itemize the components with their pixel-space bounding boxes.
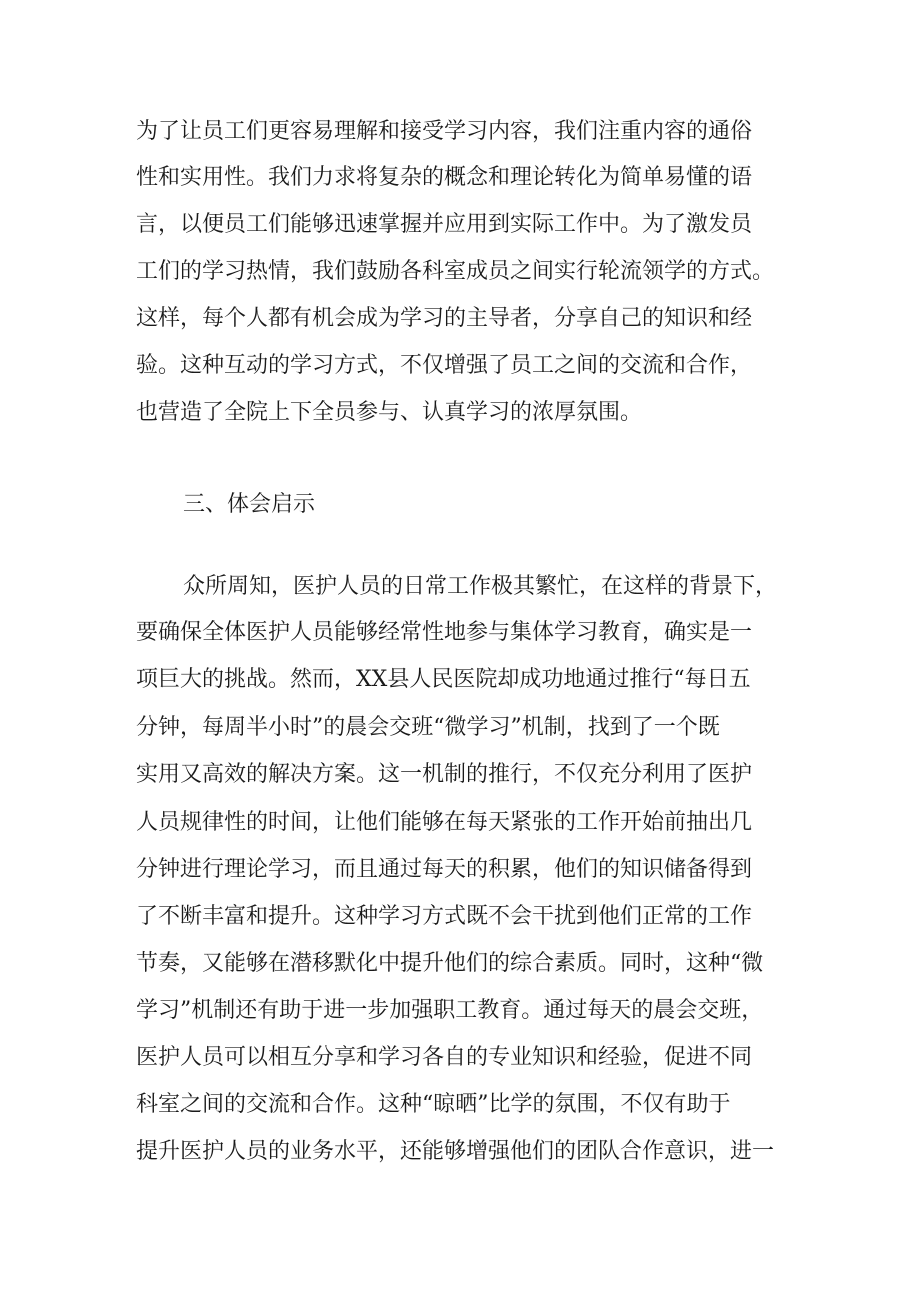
paragraph-line: 项巨大的挑战。然而，XX县人民医院却成功地通过推行“每日五 xyxy=(136,667,751,692)
paragraph-line: 科室之间的交流和合作。这种“晾晒”比学的氛围，不仅有助于 xyxy=(136,1092,731,1117)
paragraph-line: 节奏，又能够在潜移默化中提升他们的综合素质。同时，这种“微 xyxy=(136,951,764,976)
section-heading: 三、体会启示 xyxy=(183,492,316,517)
paragraph-line: 验。这种互动的学习方式，不仅增强了员工之间的交流和合作， xyxy=(136,353,753,378)
paragraph-line: 人员规律性的时间，让他们能够在每天紧张的工作开始前抽出几 xyxy=(136,810,753,835)
paragraph-line: 性和实用性。我们力求将复杂的概念和理论转化为简单易懂的语 xyxy=(136,165,753,190)
paragraph-line: 实用又高效的解决方案。这一机制的推行，不仅充分利用了医护 xyxy=(136,762,753,787)
paragraph-line: 言，以便员工们能够迅速掌握并应用到实际工作中。为了激发员 xyxy=(136,212,753,237)
paragraph-line: 为了让员工们更容易理解和接受学习内容，我们注重内容的通俗 xyxy=(136,119,753,144)
paragraph-line: 分钟进行理论学习，而且通过每天的积累，他们的知识储备得到 xyxy=(136,857,753,882)
paragraph-line: 学习”机制还有助于进一步加强职工教育。通过每天的晨会交班， xyxy=(136,998,764,1023)
paragraph-line: 也营造了全院上下全员参与、认真学习的浓厚氛围。 xyxy=(136,400,643,425)
paragraph-line: 医护人员可以相互分享和学习各自的专业知识和经验，促进不同 xyxy=(136,1045,753,1070)
paragraph-line: 这样，每个人都有机会成为学习的主导者，分享自己的知识和经 xyxy=(136,306,753,331)
paragraph-line: 工们的学习热情，我们鼓励各科室成员之间实行轮流领学的方式。 xyxy=(136,259,775,284)
paragraph-line: 提升医护人员的业务水平，还能够增强他们的团队合作意识，进一 xyxy=(136,1139,775,1164)
paragraph-line: 要确保全体医护人员能够经常性地参与集体学习教育，确实是一 xyxy=(136,620,753,645)
paragraph-line: 分钟，每周半小时”的晨会交班“微学习”机制，找到了一个既 xyxy=(136,715,720,740)
paragraph-line: 众所周知，医护人员的日常工作极其繁忙，在这样的背景下， xyxy=(183,574,778,599)
paragraph-line: 了不断丰富和提升。这种学习方式既不会干扰到他们正常的工作 xyxy=(136,904,753,929)
